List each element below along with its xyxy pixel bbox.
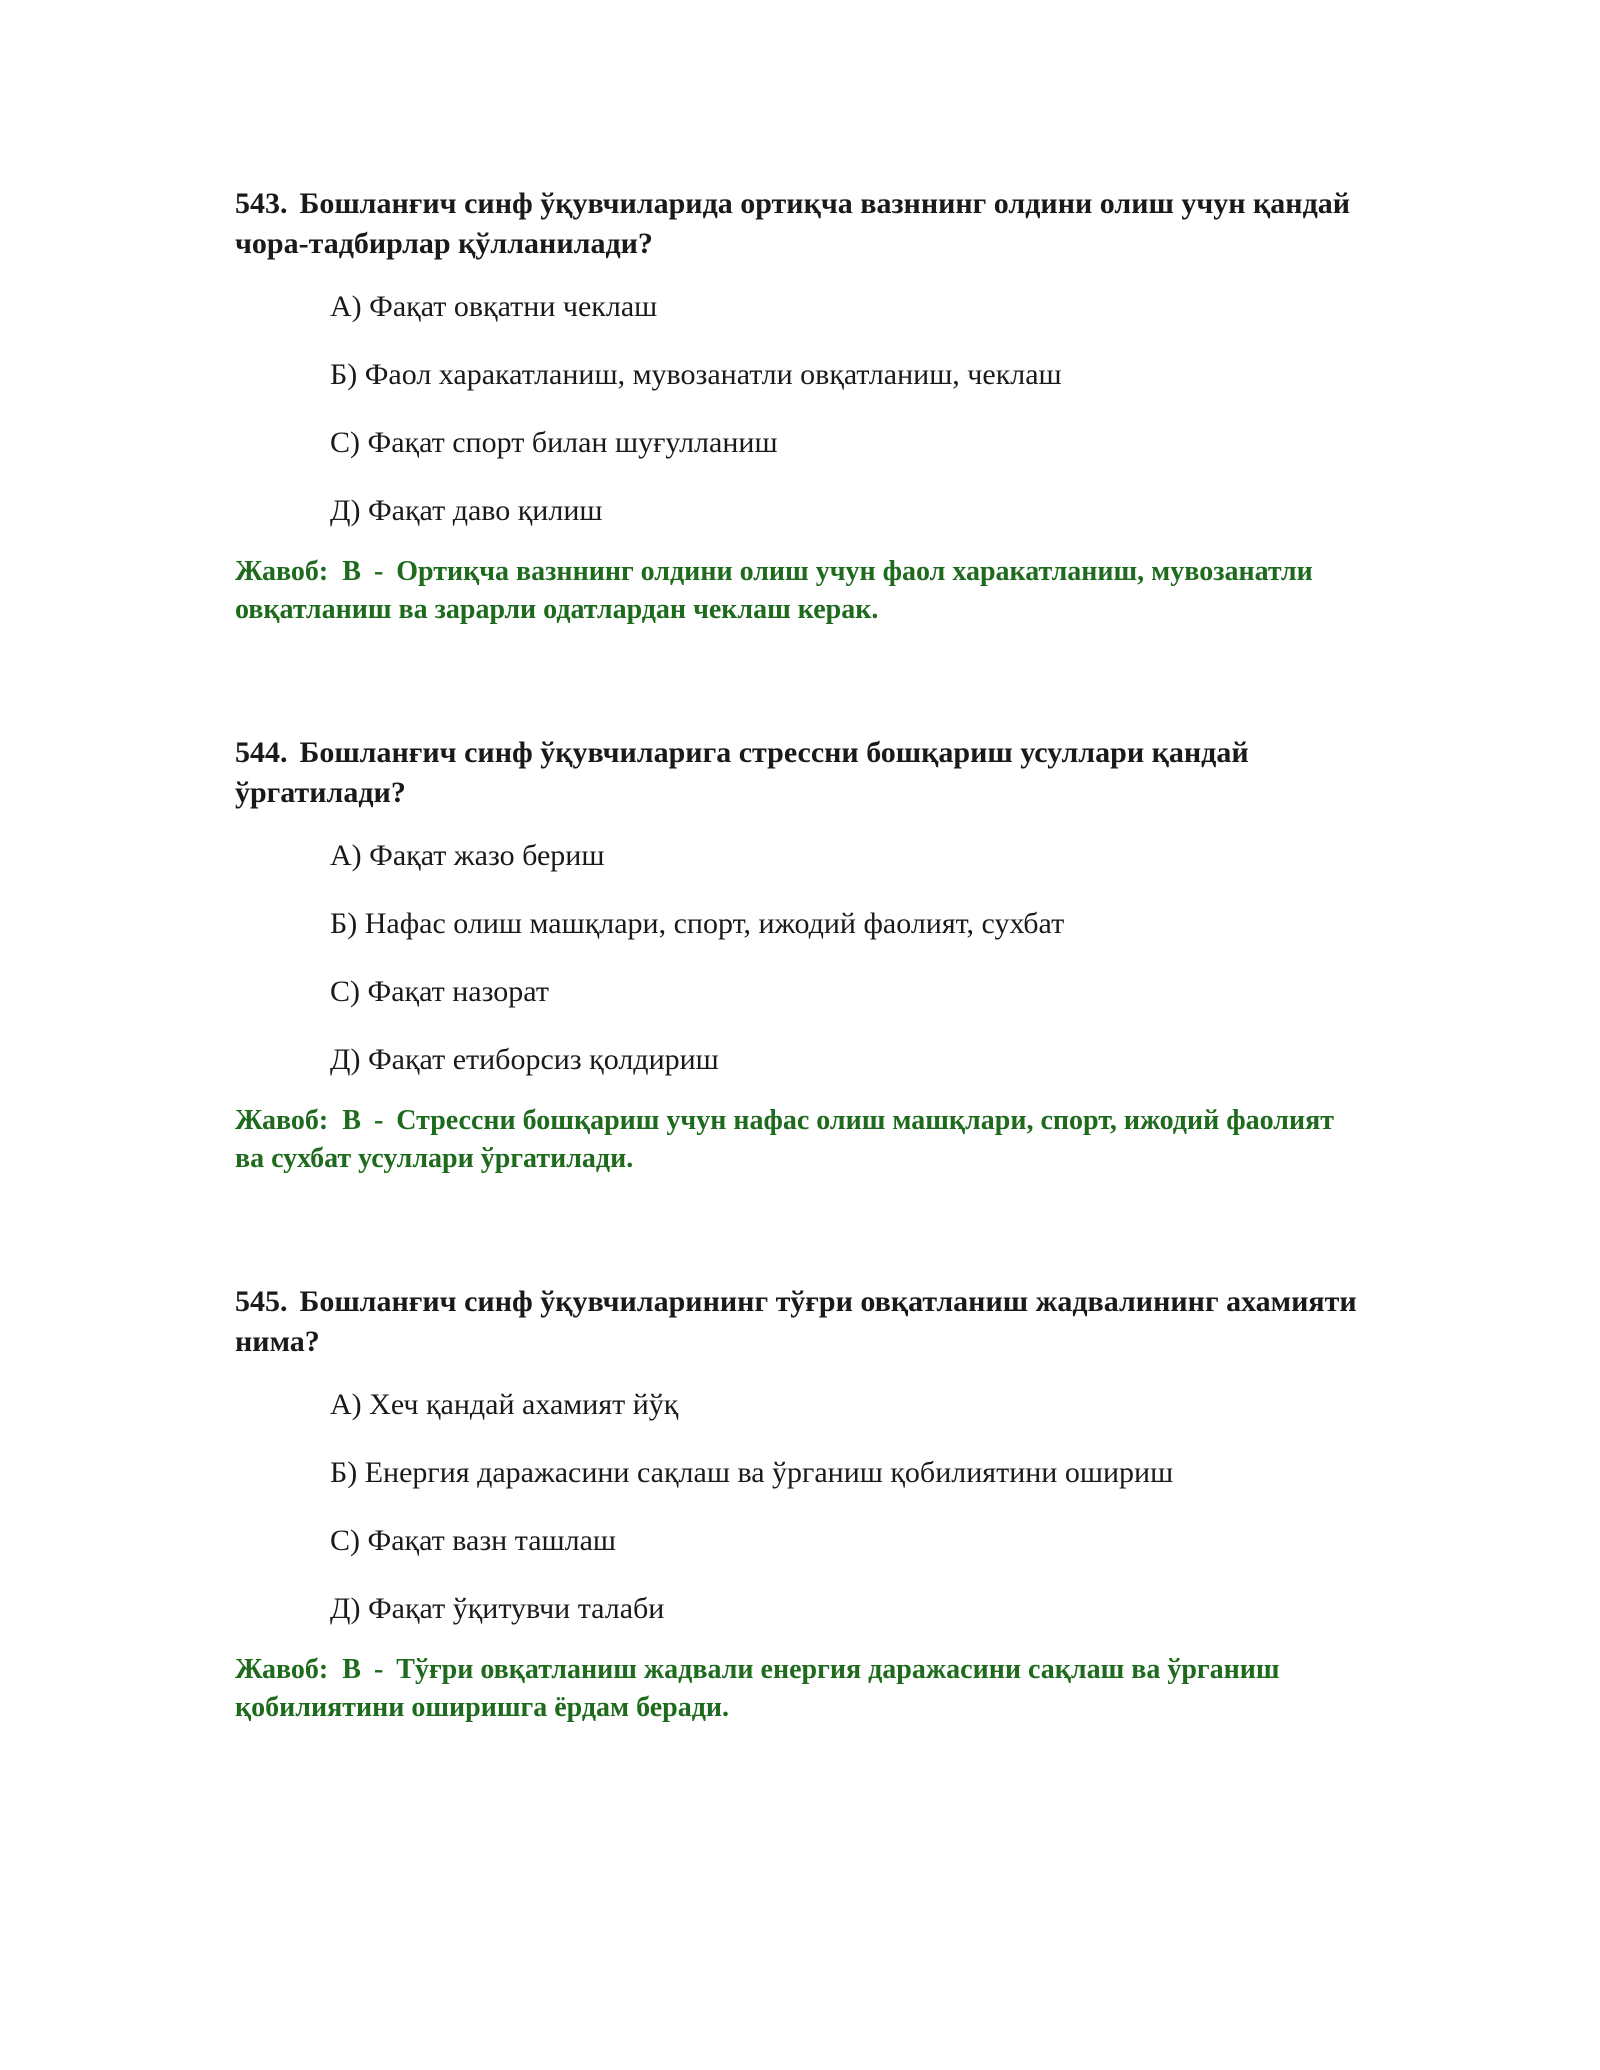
option-c: С) Фақат вазн ташлаш [330,1524,617,1557]
option-b: Б) Фаол харакатланиш, мувозанатли овқатланиш, чеклаш [330,358,1062,391]
option-c: С) Фақат назорат [330,975,549,1008]
question-title [235,733,1365,813]
option-a: А) Хеч қандай ахамият йўқ [330,1388,679,1421]
option-a: А) Фақат жазо бериш [330,839,605,872]
answer-letter: В [342,556,361,587]
answer-text [235,1651,1365,1727]
question-title [235,1282,1365,1362]
question-block [235,1282,1365,1727]
option-b: Б) Нафас олиш машқлари, спорт, ижодий фаолият, сухбат [330,907,1065,940]
option-c: С) Фақат спорт билан шуғулланиш [330,426,778,459]
answer-text [235,553,1365,629]
answer-label: Жавоб: [235,556,329,587]
question-number: 544. [235,736,288,769]
answer-separator: - [373,1105,384,1136]
question-number: 545. [235,1285,288,1318]
question-title [235,184,1365,264]
answer-separator: - [373,1654,384,1685]
question-text: Бошланғич синф ўқувчиларига стрессни бошқариш усуллари қандай ўргатилади? [235,736,1249,809]
answer-label: Жавоб: [235,1654,329,1685]
option-a: А) Фақат овқатни чеклаш [330,290,658,323]
options-list [235,836,1365,1108]
answer-letter: В [342,1105,361,1136]
options-list [235,1385,1365,1657]
question-text: Бошланғич синф ўқувчиларида ортиқча вазннинг олдини олиш учун қандай чора-тадбирлар қўлланилади? [235,187,1351,260]
question-text: Бошланғич синф ўқувчиларининг тўғри овқатланиш жадвалининг ахамияти нима? [235,1285,1357,1358]
answer-explanation: Стрессни бошқариш учун нафас олиш машқлари, спорт, ижодий фаолият ва сухбат усуллари ўргатилади. [235,1105,1334,1174]
answer-label: Жавоб: [235,1105,329,1136]
option-d: Д) Фақат даво қилиш [330,494,603,527]
answer-separator: - [373,556,384,587]
question-block [235,733,1365,1178]
answer-explanation: Ортиқча вазннинг олдини олиш учун фаол харакатланиш, мувозанатли овқатланиш ва зарарли одатлардан чеклаш керак. [235,556,1313,625]
option-d: Д) Фақат етиборсиз қолдириш [330,1043,719,1076]
question-block [235,184,1365,629]
option-b: Б) Енергия даражасини сақлаш ва ўрганиш қобилиятини ошириш [330,1456,1174,1489]
question-number: 543. [235,187,288,220]
answer-explanation: Тўғри овқатланиш жадвали енергия даражасини сақлаш ва ўрганиш қобилиятини оширишга ёрдам беради. [235,1654,1280,1723]
option-d: Д) Фақат ўқитувчи талаби [330,1592,665,1625]
answer-text [235,1102,1365,1178]
options-list [235,287,1365,559]
answer-letter: В [342,1654,361,1685]
